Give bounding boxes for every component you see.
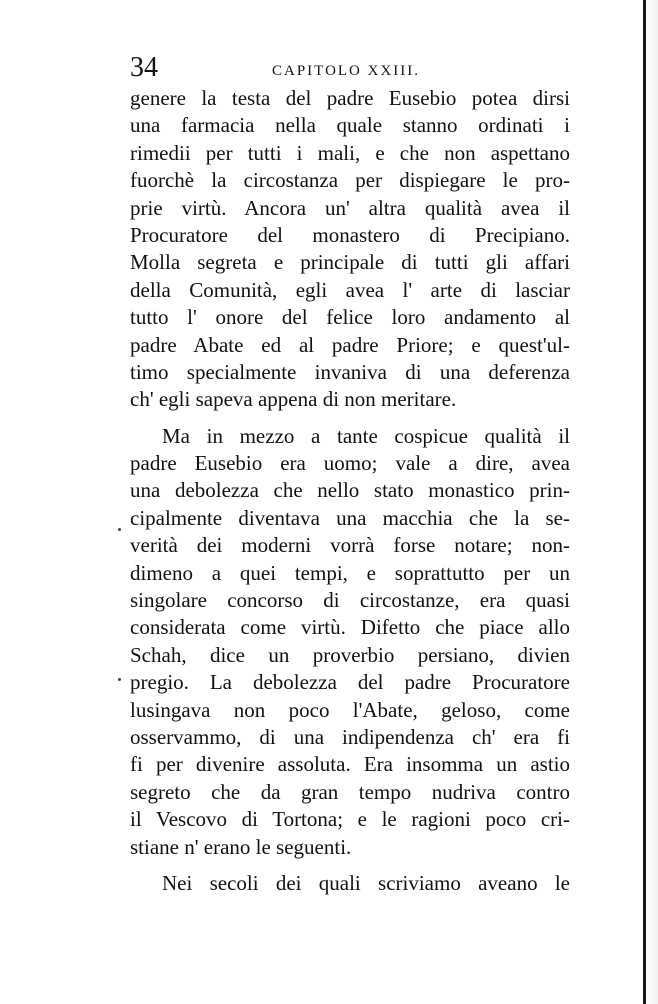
running-head: CAPITOLO XXIII. [272, 63, 421, 79]
paragraph [130, 423, 570, 861]
page-edge-shadow [646, 0, 658, 1004]
page-header [130, 48, 570, 88]
text-line: dimeno a quei tempi, e soprattutto per un [130, 560, 570, 585]
text-line: osservammo, di una indipendenza ch' era fi [130, 724, 570, 749]
text-line: Schah, dice un proverbio persiano, divien [130, 642, 570, 667]
text-line: padre Eusebio era uomo; vale a dire, avea [130, 451, 570, 476]
text-line: fi per divenire assoluta. Era insomma un astio [130, 752, 570, 777]
page-edge-line [643, 0, 646, 1004]
margin-speck [118, 528, 121, 531]
text-line: considerata come virtù. Difetto che piace allo [130, 615, 570, 640]
text-line: timo specialmente invaniva di una deferenza [130, 359, 570, 384]
text-line: prie virtù. Ancora un' altra qualità avea il [130, 195, 570, 220]
body-text [130, 85, 570, 897]
text-line: segreto che da gran tempo nudriva contro [130, 779, 570, 804]
text-line: verità dei moderni vorrà forse notare; non- [130, 533, 570, 558]
text-line: fuorchè la circostanza per dispiegare le pro- [130, 168, 570, 193]
text-line: ch' egli sapeva appena di non meritare. [130, 387, 457, 412]
text-line: Procuratore del monastero di Precipiano. [130, 222, 570, 247]
text-line: padre Abate ed al padre Priore; e quest'ul- [130, 332, 570, 357]
text-line: singolare concorso di circostanze, era quasi [130, 588, 570, 613]
paragraph [130, 85, 570, 414]
text-line: tutto l' onore del felice loro andamento al [130, 305, 570, 330]
text-line: della Comunità, egli avea l' arte di lasciar [130, 277, 570, 302]
page-number: 34 [130, 52, 158, 83]
paragraph [130, 870, 570, 897]
text-line: Ma in mezzo a tante cospicue qualità il [162, 423, 570, 448]
text-line: il Vescovo di Tortona; e le ragioni poco cri- [130, 807, 570, 832]
margin-speck [118, 678, 121, 681]
text-line: rimedii per tutti i mali, e che non aspettano [130, 140, 570, 165]
text-line: genere la testa del padre Eusebio potea dirsi [130, 86, 570, 110]
text-line: stiane n' erano le seguenti. [130, 834, 352, 859]
text-line: lusingava non poco l'Abate, geloso, come [130, 697, 570, 722]
text-line: una debolezza che nello stato monastico prin- [130, 478, 570, 503]
text-line: pregio. La debolezza del padre Procuratore [130, 670, 570, 695]
text-line: Nei secoli dei quali scriviamo aveano le [162, 870, 570, 895]
text-line: cipalmente diventava una macchia che la se- [130, 505, 570, 530]
text-line: Molla segreta e principale di tutti gli affari [130, 250, 570, 275]
text-line: una farmacia nella quale stanno ordinati i [130, 113, 570, 138]
